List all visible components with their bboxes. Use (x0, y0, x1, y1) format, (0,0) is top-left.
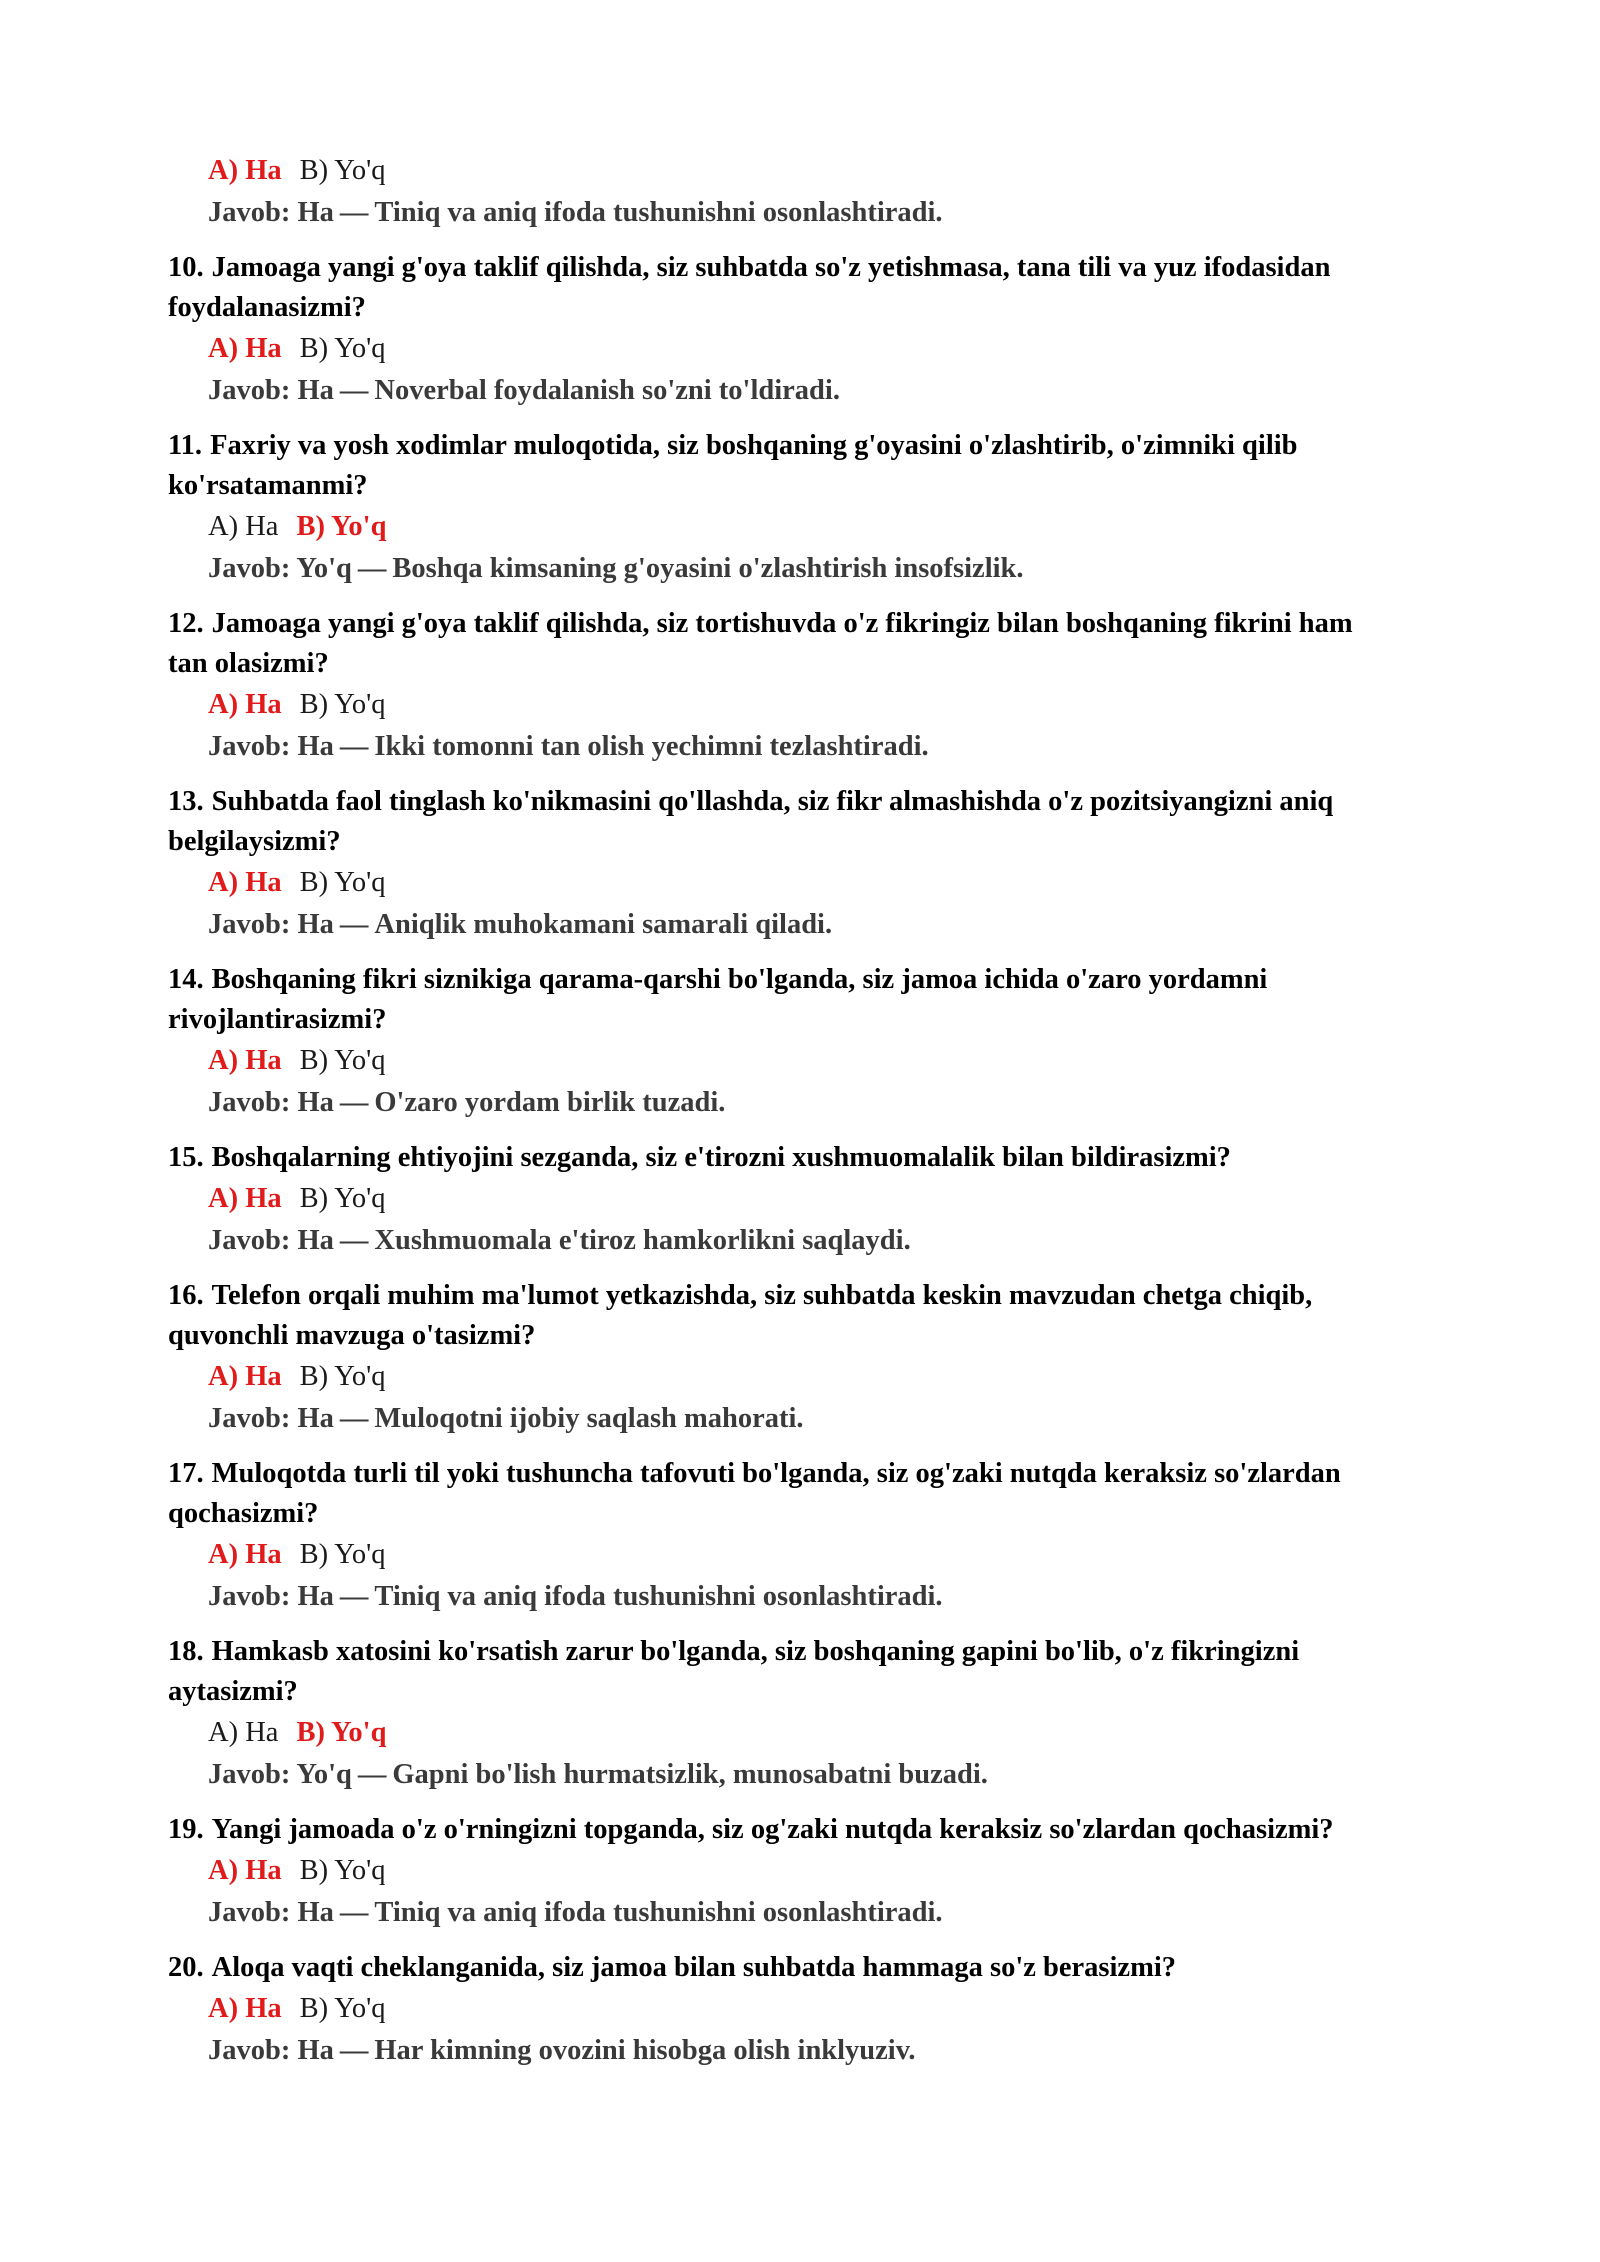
option-a[interactable]: A) Ha (208, 689, 282, 720)
answer-word: Ha (297, 731, 334, 762)
question-block-20 (168, 1948, 1428, 2072)
answer-label: Javob: (208, 553, 291, 584)
question-line-2: quvonchli mavzuga o'tasizmi? (168, 1320, 536, 1351)
option-a[interactable]: A) Ha (208, 1993, 282, 2024)
question-line-1: Hamkasb xatosini ko'rsatish zarur bo'lganda, siz boshqaning gapini bo'lib, o'z fikringizni (211, 1636, 1300, 1667)
question-number: 18. (168, 1636, 204, 1667)
question-text (168, 604, 1428, 684)
question-list (168, 248, 1428, 2072)
question-block-14 (168, 960, 1428, 1124)
answer-explanation: Ikki tomonni tan olish yechimni tezlashtiradi. (374, 731, 929, 762)
option-a[interactable]: A) Ha (208, 867, 282, 898)
option-b[interactable]: B) Yo'q (299, 689, 386, 720)
answer-dash: — (357, 553, 387, 584)
options-row (208, 1712, 1428, 1754)
answer-line (208, 370, 1428, 412)
options-row (208, 328, 1428, 370)
option-a[interactable]: A) Ha (208, 1361, 282, 1392)
answer-word: Ha (297, 909, 334, 940)
answer-label: Javob: (208, 1225, 291, 1256)
question-text (168, 1454, 1428, 1534)
question-number: 10. (168, 252, 204, 283)
question-block-12 (168, 604, 1428, 768)
answer-line (208, 548, 1428, 590)
answer-word: Ha (297, 1581, 334, 1612)
answer-line (208, 726, 1428, 768)
answer-explanation: Tiniq va aniq ifoda tushunishni osonlashtiradi. (374, 1581, 943, 1612)
question-line-2: rivojlantirasizmi? (168, 1004, 387, 1035)
option-a[interactable]: A) Ha (208, 1045, 282, 1076)
answer-line (208, 192, 1428, 234)
option-b[interactable]: B) Yo'q (296, 511, 387, 542)
answer-word: Ha (297, 1225, 334, 1256)
question-block-15 (168, 1138, 1428, 1262)
options-row (208, 684, 1428, 726)
answer-explanation: Gapni bo'lish hurmatsizlik, munosabatni buzadi. (392, 1759, 988, 1790)
question-line-2: tan olasizmi? (168, 648, 329, 679)
option-b[interactable]: B) Yo'q (299, 1183, 386, 1214)
answer-line (208, 1754, 1428, 1796)
question-line-1: Aloqa vaqti cheklanganida, siz jamoa bilan suhbatda hammaga so'z berasizmi? (211, 1952, 1176, 1983)
answer-label: Javob: (208, 375, 291, 406)
answer-label: Javob: (208, 197, 291, 228)
answer-word: Ha (297, 2035, 334, 2066)
question-line-1: Faxriy va yosh xodimlar muloqotida, siz boshqaning g'oyasini o'zlashtirib, o'zimniki qilib (210, 430, 1298, 461)
answer-line (208, 904, 1428, 946)
option-b[interactable]: B) Yo'q (299, 155, 386, 186)
options-row (208, 1178, 1428, 1220)
answer-dash: — (339, 1087, 369, 1118)
question-number: 15. (168, 1142, 204, 1173)
answer-line (208, 1398, 1428, 1440)
option-a[interactable]: A) Ha (208, 511, 279, 542)
option-a[interactable]: A) Ha (208, 333, 282, 364)
question-line-1: Muloqotda turli til yoki tushuncha tafovuti bo'lganda, siz og'zaki nutqda keraksiz so'zlardan (211, 1458, 1341, 1489)
question-line-1: Suhbatda faol tinglash ko'nikmasini qo'llashda, siz fikr almashishda o'z pozitsiyangizni aniq (211, 786, 1334, 817)
question-block-10 (168, 248, 1428, 412)
option-b[interactable]: B) Yo'q (299, 1539, 386, 1570)
answer-label: Javob: (208, 1759, 291, 1790)
question-block-13 (168, 782, 1428, 946)
answer-dash: — (339, 375, 369, 406)
option-a[interactable]: A) Ha (208, 1855, 282, 1886)
question-line-1: Telefon orqali muhim ma'lumot yetkazishda, siz suhbatda keskin mavzudan chetga chiqib, (211, 1280, 1313, 1311)
options-row (208, 506, 1428, 548)
options-row (208, 1356, 1428, 1398)
answer-label: Javob: (208, 909, 291, 940)
option-b[interactable]: B) Yo'q (299, 1855, 386, 1886)
answer-label: Javob: (208, 1087, 291, 1118)
answer-word: Ha (297, 197, 334, 228)
question-number: 20. (168, 1952, 204, 1983)
document-page (168, 150, 1428, 2086)
question-block-17 (168, 1454, 1428, 1618)
answer-dash: — (339, 1581, 369, 1612)
question-number: 17. (168, 1458, 204, 1489)
answer-line (208, 1892, 1428, 1934)
question-line-2: ko'rsatamanmi? (168, 470, 368, 501)
question-text (168, 782, 1428, 862)
answer-explanation: O'zaro yordam birlik tuzadi. (374, 1087, 726, 1118)
question-text (168, 1138, 1428, 1178)
answer-explanation: Xushmuomala e'tiroz hamkorlikni saqlaydi. (374, 1225, 911, 1256)
answer-dash: — (339, 1225, 369, 1256)
option-b[interactable]: B) Yo'q (299, 1993, 386, 2024)
answer-explanation: Aniqlik muhokamani samarali qiladi. (374, 909, 833, 940)
question-number: 14. (168, 964, 204, 995)
question-number: 12. (168, 608, 204, 639)
option-a[interactable]: A) Ha (208, 1539, 282, 1570)
question-block-18 (168, 1632, 1428, 1796)
answer-dash: — (339, 197, 369, 228)
answer-dash: — (339, 1403, 369, 1434)
question-block-19 (168, 1810, 1428, 1934)
option-b[interactable]: B) Yo'q (299, 333, 386, 364)
options-row (208, 1988, 1428, 2030)
question-line-2: qochasizmi? (168, 1498, 319, 1529)
answer-word: Yo'q (296, 1759, 352, 1790)
answer-dash: — (339, 1897, 369, 1928)
question-line-1: Yangi jamoada o'z o'rningizni topganda, siz og'zaki nutqda keraksiz so'zlardan qochasizmi? (211, 1814, 1334, 1845)
answer-label: Javob: (208, 1581, 291, 1612)
option-b[interactable]: B) Yo'q (299, 1045, 386, 1076)
answer-explanation: Tiniq va aniq ifoda tushunishni osonlashtiradi. (374, 197, 943, 228)
question-number: 13. (168, 786, 204, 817)
question-line-2: belgilaysizmi? (168, 826, 341, 857)
answer-word: Ha (297, 1897, 334, 1928)
question-text (168, 960, 1428, 1040)
options-row (208, 150, 1428, 192)
answer-line (208, 2030, 1428, 2072)
question-line-2: foydalanasizmi? (168, 292, 366, 323)
answer-label: Javob: (208, 731, 291, 762)
answer-explanation: Noverbal foydalanish so'zni to'ldiradi. (374, 375, 840, 406)
question-text (168, 1948, 1428, 1988)
answer-word: Ha (297, 1087, 334, 1118)
answer-explanation: Tiniq va aniq ifoda tushunishni osonlashtiradi. (374, 1897, 943, 1928)
question-block-11 (168, 426, 1428, 590)
question-text (168, 1276, 1428, 1356)
question-line-2: aytasizmi? (168, 1676, 298, 1707)
question-number: 16. (168, 1280, 204, 1311)
answer-word: Yo'q (296, 553, 352, 584)
option-a[interactable]: A) Ha (208, 1717, 279, 1748)
answer-dash: — (339, 2035, 369, 2066)
option-b[interactable]: B) Yo'q (296, 1717, 387, 1748)
answer-explanation: Muloqotni ijobiy saqlash mahorati. (374, 1403, 804, 1434)
option-a[interactable]: A) Ha (208, 1183, 282, 1214)
options-row (208, 1534, 1428, 1576)
options-row (208, 862, 1428, 904)
question-line-1: Boshqalarning ehtiyojini sezganda, siz e'tirozni xushmuomalalik bilan bildirasizmi? (211, 1142, 1231, 1173)
answer-label: Javob: (208, 1403, 291, 1434)
question-line-1: Boshqaning fikri siznikiga qarama-qarshi bo'lganda, siz jamoa ichida o'zaro yordamni (211, 964, 1268, 995)
answer-dash: — (339, 909, 369, 940)
answer-dash: — (339, 731, 369, 762)
answer-line (208, 1082, 1428, 1124)
answer-word: Ha (297, 1403, 334, 1434)
question-text (168, 1632, 1428, 1712)
answer-label: Javob: (208, 2035, 291, 2066)
question-block-16 (168, 1276, 1428, 1440)
answer-explanation: Boshqa kimsaning g'oyasini o'zlashtirish insofsizlik. (392, 553, 1024, 584)
question-line-1: Jamoaga yangi g'oya taklif qilishda, siz suhbatda so'z yetishmasa, tana tili va yuz ifodasidan (211, 252, 1331, 283)
question-number: 19. (168, 1814, 204, 1845)
answer-dash: — (357, 1759, 387, 1790)
question-number: 11. (168, 430, 203, 461)
question-block-top (168, 150, 1428, 234)
options-row (208, 1850, 1428, 1892)
option-a[interactable]: A) Ha (208, 155, 282, 186)
answer-line (208, 1220, 1428, 1262)
question-line-1: Jamoaga yangi g'oya taklif qilishda, siz tortishuvda o'z fikringiz bilan boshqaning fikrini ham (211, 608, 1353, 639)
option-b[interactable]: B) Yo'q (299, 867, 386, 898)
answer-line (208, 1576, 1428, 1618)
question-text (168, 1810, 1428, 1850)
options-row (208, 1040, 1428, 1082)
question-text (168, 426, 1428, 506)
answer-word: Ha (297, 375, 334, 406)
option-b[interactable]: B) Yo'q (299, 1361, 386, 1392)
question-text (168, 248, 1428, 328)
answer-label: Javob: (208, 1897, 291, 1928)
answer-explanation: Har kimning ovozini hisobga olish inklyuziv. (374, 2035, 916, 2066)
